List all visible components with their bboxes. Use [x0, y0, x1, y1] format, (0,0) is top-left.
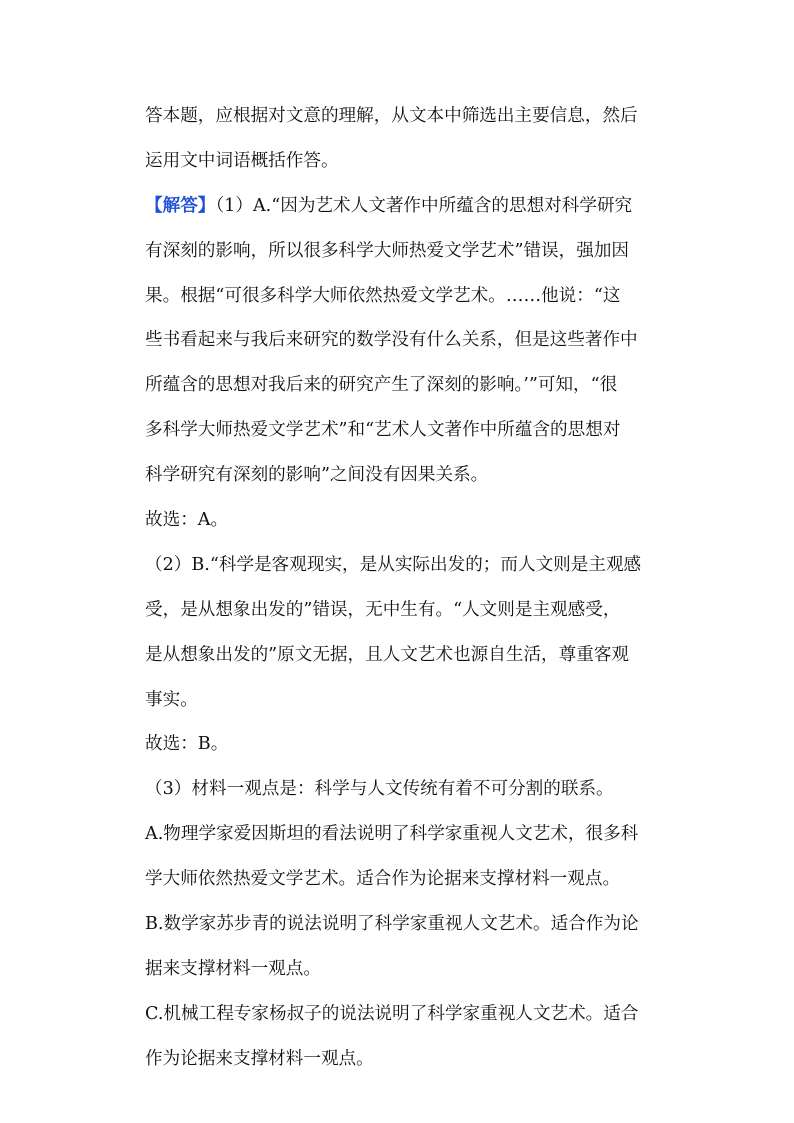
text-line: 事实。 [145, 689, 198, 710]
answer-first-line: （1）A.“因为艺术人文著作中所蕴含的思想对科学研究 [215, 195, 633, 216]
text-line: C.机械工程专家杨叔子的说法说明了科学家重视人文艺术。适合 [145, 1003, 639, 1024]
text-line: 受，是从想象出发的”错误，无中生有。“人文则是主观感受， [145, 599, 621, 620]
answer-heading-line [145, 184, 685, 229]
document-page [145, 94, 685, 1082]
text-line: 学大师依然热爱文学艺术。适合作为论据来支撑材料一观点。 [145, 869, 621, 890]
text-line: 作为论据来支撑材料一观点。 [145, 1048, 374, 1069]
text-line: 故选：B。 [145, 734, 229, 755]
text-line: 多科学大师热爱文学艺术”和“艺术人文著作中所蕴含的思想对 [145, 420, 621, 441]
text-line: 果。根据“可很多科学大师依然热爱文学艺术。……他说：“这 [145, 285, 621, 306]
text-line: 所蕴含的思想对我后来的研究产生了深刻的影响。’”可知，“很 [145, 375, 618, 396]
text-line: 据来支撑材料一观点。 [145, 958, 321, 979]
text-line: （3）材料一观点是：科学与人文传统有着不可分割的联系。 [145, 779, 614, 800]
text-line: （2）B.“科学是客观现实，是从实际出发的；而人文则是主观感 [145, 554, 642, 575]
text-line: 有深刻的影响，所以很多科学大师热爱文学艺术”错误，强加因 [145, 240, 630, 261]
text-line: 科学研究有深刻的影响”之间没有因果关系。 [145, 465, 489, 486]
text-line: 运用文中词语概括作答。 [145, 150, 339, 171]
answer-label: 【解答】 [145, 194, 216, 216]
text-line: 些书看起来与我后来研究的数学没有什么关系，但是这些著作中 [145, 330, 638, 351]
text-line: A.物理学家爱因斯坦的看法说明了科学家重视人文艺术，很多科 [145, 824, 639, 845]
text-line: 是从想象出发的”原文无据，且人文艺术也源自生活，尊重客观 [145, 644, 630, 665]
text-line: 答本题，应根据对文意的理解，从文本中筛选出主要信息，然后 [145, 106, 638, 126]
text-line: 故选：A。 [145, 510, 229, 531]
text-line: B.数学家苏步青的说法说明了科学家重视人文艺术。适合作为论 [145, 914, 639, 935]
